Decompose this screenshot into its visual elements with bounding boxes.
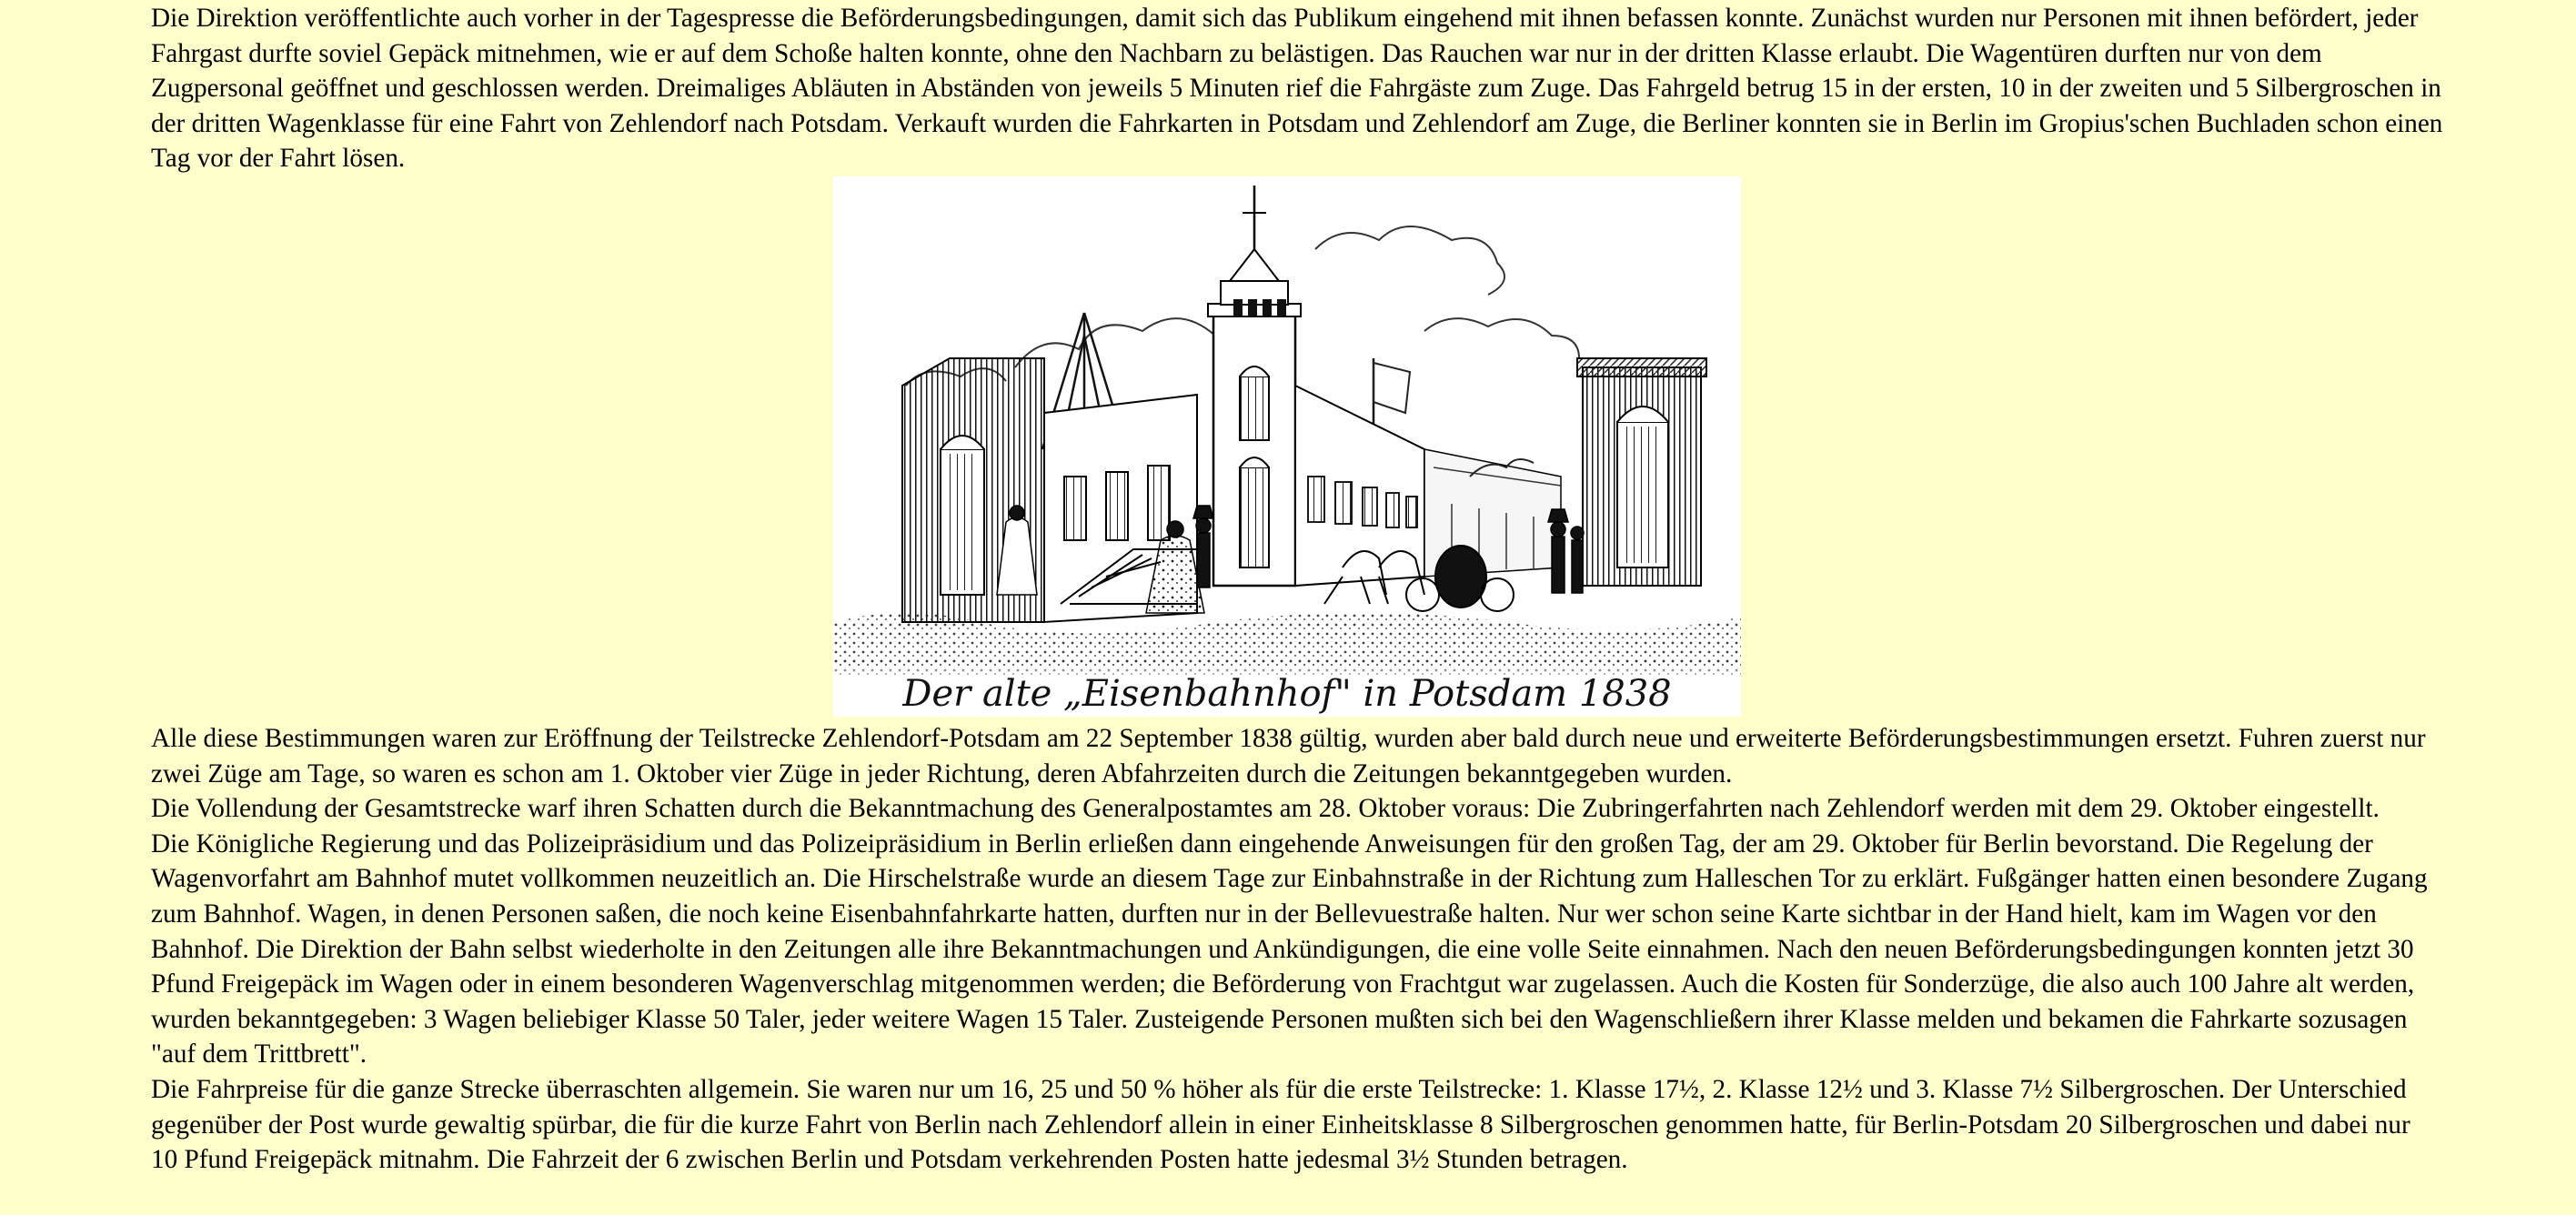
station-engraving-figure: [833, 176, 1741, 717]
figure-caption: Der alte „Eisenbahnhof" in Potsdam 1838: [902, 673, 1672, 715]
station-engraving: [833, 176, 1741, 717]
paragraph: Die Königliche Regierung und das Polizeipräsidium und das Polizeipräsidium in Berlin erließen dann eingehende Anweisungen für den großen Tag, der am 29. Oktober für Berlin bevorstand. Die Regelung der Wagenvorfahrt am Bahnhof mutet vollkommen neuzeitlich an. Die Hirschelstraße wurde an diesem Tage zur Einbahnstraße in der Richtung zum Halleschen Tor zu erklärt. Fußgänger hatten einen besondere Zugang zum Bahnhof. Wagen, in denen Personen saßen, die noch keine Eisenbahnfahrkarte hatten, durften nur in der Bellevuestraße halten. Nur wer schon seine Karte sichtbar in der Hand hielt, kam im Wagen vor den Bahnhof. Die Direktion der Bahn selbst wiederholte in den Zeitungen alle ihre Bekanntmachungen und Ankündigungen, die eine volle Seite einnahmen. Nach den neuen Beförderungsbedingungen konnten jetzt 30 Pfund Freigepäck im Wagen oder in einem besonderen Wagenverschlag mitgenommen werden; die Beförderung von Frachtgut war zugelassen. Auch die Kosten für Sonderzüge, die also auch 100 Jahre alt werden, wurden bekanntgegeben: 3 Wagen beliebiger Klasse 50 Taler, jeder weitere Wagen 15 Taler. Zusteigende Personen mußten sich bei den Wagenschließern ihrer Klasse melden und bekamen die Fahrkarte sozusagen "auf dem Trittbrett".: [151, 828, 2428, 1069]
text-block-bottom: [151, 721, 2443, 1178]
paragraph: Die Direktion veröffentlichte auch vorher in der Tagespresse die Beförderungsbedingungen, damit sich das Publikum eingehend mit ihnen befassen konnte. Zunächst wurden nur Personen mit ihnen befördert, jeder Fahrgast durfte soviel Gepäck mitnehmen, wie er auf dem Schoße halten konnte, ohne den Nachbarn zu belästigen. Das Rauchen war nur in der dritten Klasse erlaubt. Die Wagentüren durften nur von dem Zugpersonal geöffnet und geschlossen werden. Dreimaliges Abläuten in Abständen von jeweils 5 Minuten rief die Fahrgäste zum Zuge. Das Fahrgeld betrug 15 in der ersten, 10 in der zweiten und 5 Silbergroschen in der dritten Wagenklasse für eine Fahrt von Zehlendorf nach Potsdam. Verkauft wurden die Fahrkarten in Potsdam und Zehlendorf am Zuge, die Berliner konnten sie in Berlin im Gropius'schen Buchladen schon einen Tag vor der Fahrt lösen.: [151, 4, 2443, 174]
paragraph: Die Fahrpreise für die ganze Strecke überraschten allgemein. Sie waren nur um 16, 25 und 50 % höher als für die erste Teilstrecke: 1. Klasse 17½, 2. Klasse 12½ und 3. Klasse 7½ Silbergroschen. Der Unterschied gegenüber der Post wurde gewaltig spürbar, die für die kurze Fahrt von Berlin nach Zehlendorf allein in einer Einheitsklasse 8 Silbergroschen genommen hatte, für Berlin-Potsdam 20 Silbergroschen und dabei nur 10 Pfund Freigepäck mitnahm. Die Fahrzeit der 6 zwischen Berlin und Potsdam verkehrenden Posten hatte jedesmal 3½ Stunden betragen.: [151, 1074, 2410, 1175]
text-block-top: [151, 1, 2443, 176]
paragraph: Alle diese Bestimmungen waren zur Eröffnung der Teilstrecke Zehlendorf-Potsdam am 22 September 1838 gültig, wurden aber bald durch neue und erweiterte Beförderungsbestimmungen ersetzt. Fuhren zuerst nur zwei Züge am Tage, so waren es schon am 1. Oktober vier Züge in jeder Richtung, deren Abfahrzeiten durch die Zeitungen bekanntgegeben wurden.: [151, 724, 2426, 788]
paragraph: Die Vollendung der Gesamtstrecke warf ihren Schatten durch die Bekanntmachung des Generalpostamtes am 28. Oktober voraus: Die Zubringerfahrten nach Zehlendorf werden mit dem 29. Oktober eingestellt.: [151, 794, 2380, 824]
